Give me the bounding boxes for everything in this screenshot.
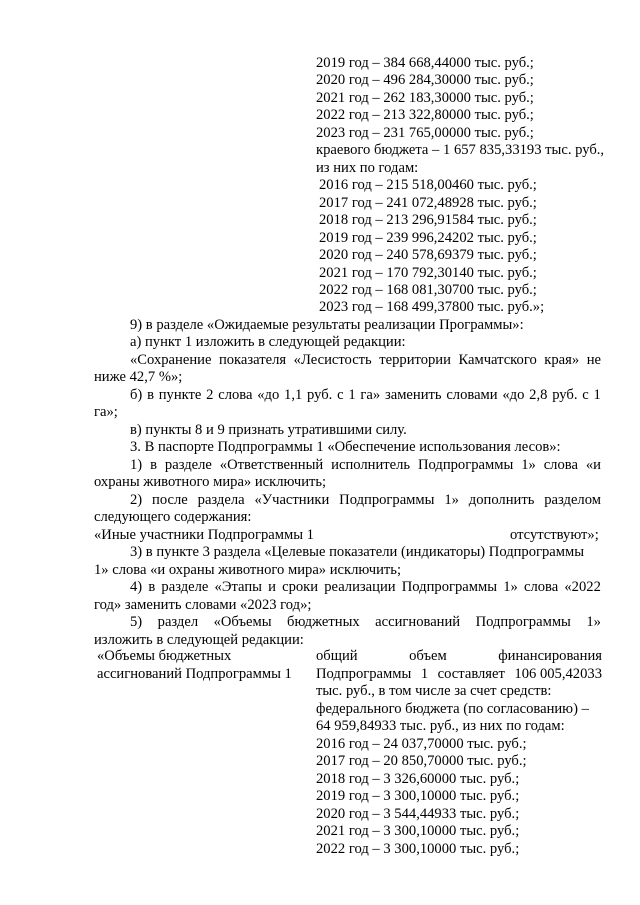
section-3-heading: 3. В паспорте Подпрограммы 1 «Обеспечение использования лесов»:: [130, 439, 561, 455]
table-right-line-4: федерального бюджета (по согласованию) –: [316, 701, 589, 717]
budget-line-2021: 2021 год – 262 183,30000 тыс. руб.;: [316, 90, 534, 106]
federal-year-2019: 2019 год – 3 300,10000 тыс. руб.;: [316, 788, 520, 804]
regional-year-2018: 2018 год – 213 296,91584 тыс. руб.;: [319, 212, 537, 228]
item-a: а) пункт 1 изложить в следующей редакции:: [130, 334, 406, 350]
item-3-line-1: 3) в пункте 3 раздела «Целевые показатели (индикаторы) Подпрограммы: [130, 544, 585, 560]
table-right-line-1: общий объем финансирования: [316, 648, 602, 664]
table-right-line-2: Подпрограммы 1 составляет 106 005,42033: [316, 666, 602, 682]
regional-budget-total: краевого бюджета – 1 657 835,33193 тыс. руб.,: [316, 142, 605, 158]
other-participants-value: отсутствуют»;: [510, 527, 599, 543]
federal-year-2018: 2018 год – 3 326,60000 тыс. руб.;: [316, 771, 520, 787]
table-left-line-2: ассигнований Подпрограммы 1: [97, 666, 292, 682]
budget-line-2023: 2023 год – 231 765,00000 тыс. руб.;: [316, 125, 534, 141]
item-4-line-2: год» заменить словами «2023 год»;: [94, 597, 312, 613]
item-a-quote-line-2: ниже 42,7 %»;: [94, 369, 183, 385]
item-b-line-1: б) в пункте 2 слова «до 1,1 руб. с 1 га» заменить словами «до 2,8 руб. с 1: [130, 387, 601, 403]
federal-year-2016: 2016 год – 24 037,70000 тыс. руб.;: [316, 736, 527, 752]
table-right-line-3: тыс. руб., в том числе за счет средств:: [316, 683, 552, 699]
budget-line-2022: 2022 год – 213 322,80000 тыс. руб.;: [316, 107, 534, 123]
regional-by-years-label: из них по годам:: [316, 160, 419, 176]
item-2-line-2: следующего содержания:: [94, 509, 252, 525]
regional-year-2023: 2023 год – 168 499,37800 тыс. руб.»;: [319, 299, 545, 315]
regional-year-2021: 2021 год – 170 792,30140 тыс. руб.;: [319, 265, 537, 281]
item-9: 9) в разделе «Ожидаемые результаты реализации Программы»:: [130, 317, 524, 333]
item-5-line-1: 5) раздел «Объемы бюджетных ассигнований Подпрограммы 1»: [130, 614, 601, 630]
other-participants-label: «Иные участники Подпрограммы 1: [94, 527, 314, 543]
item-v: в) пункты 8 и 9 признать утратившими силу.: [130, 422, 407, 438]
item-5-line-2: изложить в следующей редакции:: [94, 632, 304, 648]
regional-year-2020: 2020 год – 240 578,69379 тыс. руб.;: [319, 247, 537, 263]
item-2-line-1: 2) после раздела «Участники Подпрограммы 1» дополнить разделом: [130, 492, 601, 508]
federal-year-2020: 2020 год – 3 544,44933 тыс. руб.;: [316, 806, 520, 822]
item-a-quote-line-1: «Сохранение показателя «Лесистость территории Камчатского края» не: [130, 352, 601, 368]
table-left-line-1: «Объемы бюджетных: [97, 648, 232, 664]
item-3-line-2: 1» слова «и охраны животного мира» исключить;: [94, 562, 401, 578]
federal-year-2022: 2022 год – 3 300,10000 тыс. руб.;: [316, 841, 520, 857]
budget-line-2019: 2019 год – 384 668,44000 тыс. руб.;: [316, 55, 534, 71]
regional-year-2016: 2016 год – 215 518,00460 тыс. руб.;: [319, 177, 537, 193]
budget-line-2020: 2020 год – 496 284,30000 тыс. руб.;: [316, 72, 534, 88]
item-4-line-1: 4) в разделе «Этапы и сроки реализации Подпрограммы 1» слова «2022: [130, 579, 601, 595]
regional-year-2022: 2022 год – 168 081,30700 тыс. руб.;: [319, 282, 537, 298]
item-1-line-2: охраны животного мира» исключить;: [94, 474, 327, 490]
federal-year-2017: 2017 год – 20 850,70000 тыс. руб.;: [316, 753, 527, 769]
item-1-line-1: 1) в разделе «Ответственный исполнитель Подпрограммы 1» слова «и: [130, 457, 601, 473]
regional-year-2019: 2019 год – 239 996,24202 тыс. руб.;: [319, 230, 537, 246]
item-b-line-2: га»;: [94, 404, 118, 420]
regional-year-2017: 2017 год – 241 072,48928 тыс. руб.;: [319, 195, 537, 211]
table-right-line-5: 64 959,84933 тыс. руб., из них по годам:: [316, 718, 565, 734]
federal-year-2021: 2021 год – 3 300,10000 тыс. руб.;: [316, 823, 520, 839]
